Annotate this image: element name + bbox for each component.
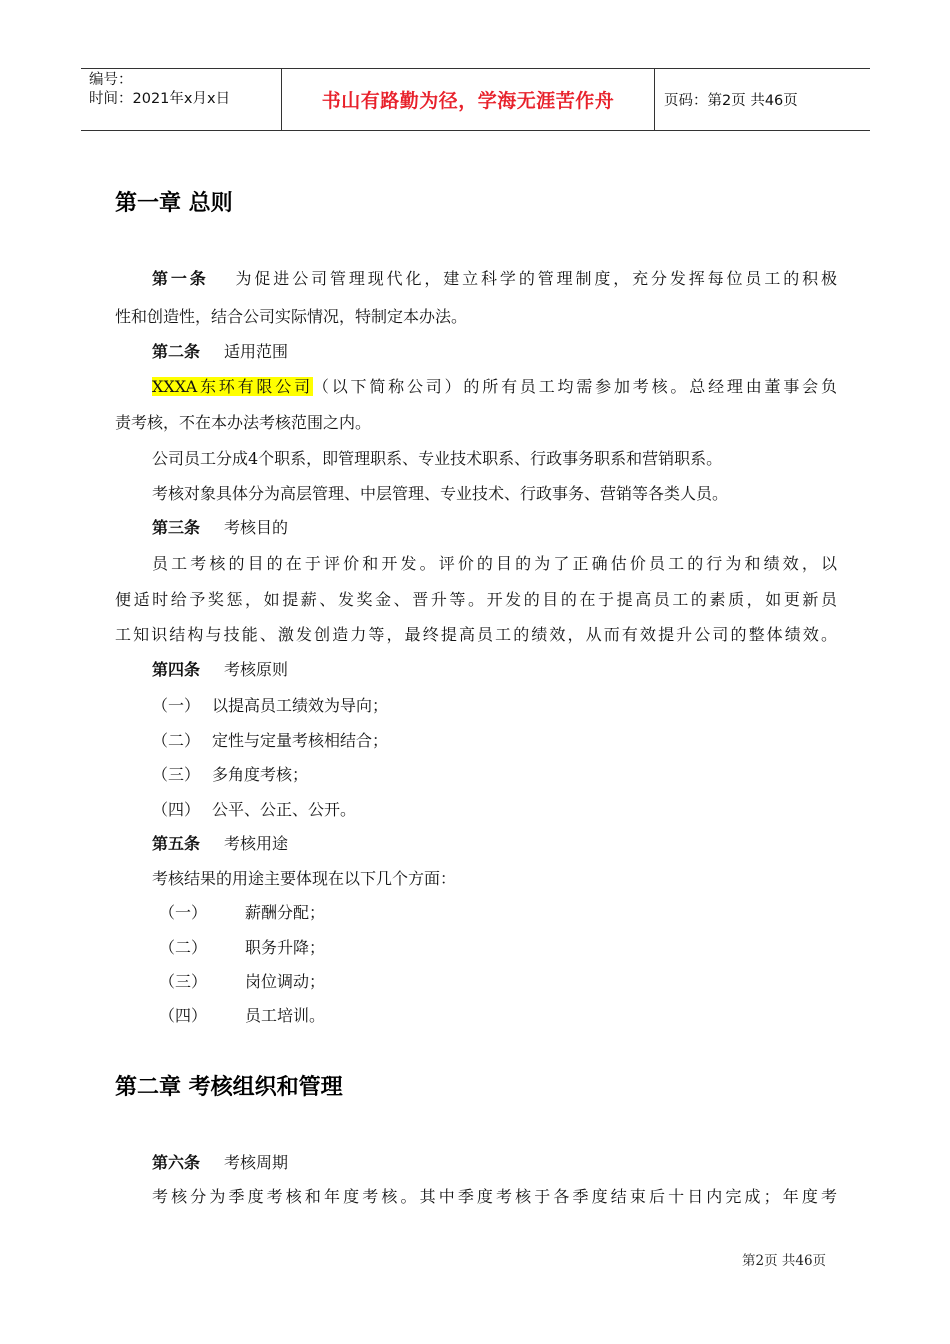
article-1-text-1: 为促进公司管理现代化，建立科学的管理制度，充分发挥每位员工的积极	[232, 269, 837, 288]
article-2-line-4: 考核对象具体分为高层管理、中层管理、专业技术、行政事务、营销等各类人员。	[152, 484, 729, 503]
article-5-heading	[152, 834, 288, 854]
article-6-label: 第六条	[152, 1153, 201, 1172]
principle-item: （三） 多角度考核；	[152, 765, 309, 784]
page-footer: 第2页 共46页	[742, 1253, 827, 1269]
article-3-line-2: 便适时给予奖惩，如提薪、发奖金、晋升等。开发的目的在于提高员工的素质，如更新员	[115, 590, 837, 609]
article-3-title: 考核目的	[224, 518, 289, 537]
company-name: XXXA东环有限公司	[152, 377, 313, 396]
page-header	[81, 68, 870, 131]
time-label: 时间：2021年x月x日	[89, 91, 231, 107]
article-2-text-1: （以下简称公司）的所有员工均需参加考核。总经理由董事会负	[312, 377, 837, 396]
chapter-1-title: 第一章 总则	[115, 191, 233, 216]
article-1-line-2: 性和创造性，结合公司实际情况，特制定本办法。	[115, 307, 468, 326]
article-2-line-3: 公司员工分成4个职系，即管理职系、专业技术职系、行政事务职系和营销职系。	[152, 449, 723, 468]
article-2-line-2: 责考核，不在本办法考核范围之内。	[115, 413, 372, 432]
article-4-title: 考核原则	[224, 660, 289, 679]
article-1-label: 第一条	[152, 269, 209, 288]
principle-item: （二） 定性与定量考核相结合；	[152, 731, 389, 750]
article-2-title: 适用范围	[224, 342, 289, 361]
article-2-label: 第二条	[152, 342, 201, 361]
chapter-2-title: 第二章 考核组织和管理	[115, 1075, 343, 1100]
principle-item: （一） 以提高员工绩效为导向；	[152, 696, 389, 715]
header-motto: 书山有路勤为径，学海无涯苦作舟	[281, 69, 655, 130]
header-info	[81, 69, 281, 130]
article-4-label: 第四条	[152, 660, 201, 679]
number-label: 编号：	[89, 72, 133, 88]
principle-item: （四） 公平、公正、公开。	[152, 800, 357, 819]
article-2-line-1	[152, 377, 837, 397]
article-6-line-1: 考核分为季度考核和年度考核。其中季度考核于各季度结束后十日内完成；年度考	[152, 1187, 837, 1206]
usage-item: （三） 岗位调动；	[159, 972, 326, 991]
article-3-line-3: 工知识结构与技能、激发创造力等，最终提高员工的绩效，从而有效提升公司的整体绩效。	[115, 625, 837, 644]
article-5-title: 考核用途	[224, 834, 289, 853]
article-5-intro: 考核结果的用途主要体现在以下几个方面：	[152, 869, 457, 888]
article-6-heading	[152, 1153, 288, 1173]
article-3-line-1: 员工考核的目的在于评价和开发。评价的目的为了正确估价员工的行为和绩效，以	[152, 554, 837, 573]
article-2-heading	[152, 342, 288, 362]
usage-item: （四） 员工培训。	[159, 1006, 326, 1025]
header-page-label: 页码：第2页 共46页	[664, 93, 798, 109]
article-6-title: 考核周期	[224, 1153, 289, 1172]
usage-item: （二） 职务升降；	[159, 938, 326, 957]
article-3-heading	[152, 518, 288, 538]
article-5-label: 第五条	[152, 834, 201, 853]
article-3-label: 第三条	[152, 518, 201, 537]
usage-item: （一） 薪酬分配；	[159, 903, 326, 922]
article-1-line-1	[115, 269, 837, 289]
article-4-heading	[152, 660, 288, 680]
